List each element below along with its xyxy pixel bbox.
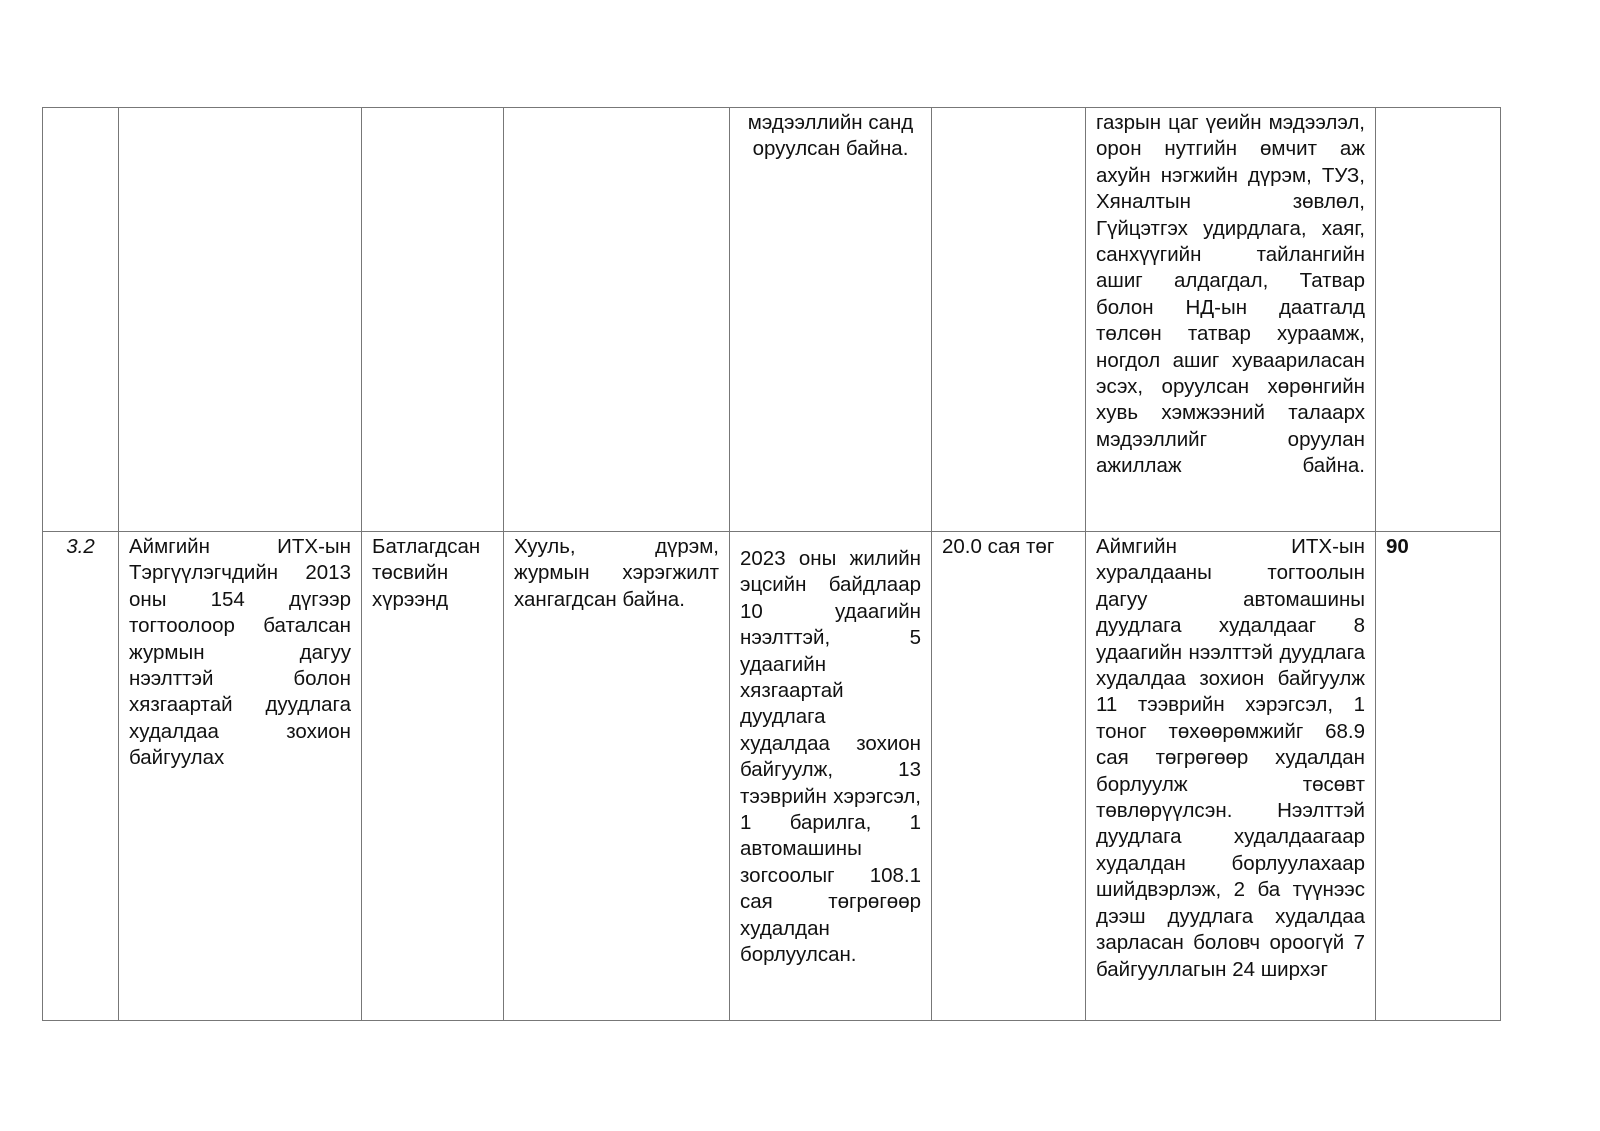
cell-score bbox=[1376, 108, 1501, 532]
table-row-3-2 bbox=[43, 532, 1501, 1021]
cell-criteria: Хууль, дүрэм, журмын хэрэгжилт хангагдсан байна. bbox=[504, 532, 730, 1021]
cell-activity: Аймгийн ИТХ-ын Тэргүүлэгчдийн 2013 оны 154 дүгээр тогтоолоор баталсан журмын дагуу нээлттэй болон хязгаартай дуудлага худалдаа зохион байгуулах bbox=[119, 532, 362, 1021]
cell-number: 3.2 bbox=[43, 532, 119, 1021]
cell-number bbox=[43, 108, 119, 532]
cell-report-text: газрын цаг үеийн мэдээлэл, орон нутгийн өмчит аж ахуйн нэгжийн дүрэм, ТУЗ, Хяналтын зөвлөл, Гүйцэтгэх удирдлага, хаяг, санхүүгийн тайлангийн ашиг алдагдал, Татвар болон НД-ын даатгалд төлсөн татвар хураамж, ногдол ашиг хуваариласан эсэх, оруулсан хөрөнгийн хувь хэмжээний талаарх мэдээллийг оруулан ажиллаж байна. bbox=[1096, 111, 1365, 478]
cell-report bbox=[1086, 108, 1376, 532]
table-row-continuation bbox=[43, 108, 1501, 532]
cell-result: 2023 оны жилийн эцсийн байдлаар 10 удаагийн нээлттэй, 5 удаагийн хязгаартай дуудлага худалдаа зохион байгуулж, 13 тээврийн хэрэгсэл, 1 барилга, 1 автомашины зогсоолыг 108.1 сая төгрөгөөр худалдан борлуулсан. bbox=[730, 532, 932, 1021]
cell-criteria bbox=[504, 108, 730, 532]
cell-amount: 20.0 сая төг bbox=[932, 532, 1086, 1021]
cell-score: 90 bbox=[1376, 532, 1501, 1021]
cell-amount bbox=[932, 108, 1086, 532]
cell-activity bbox=[119, 108, 362, 532]
cell-result: мэдээллийн санд оруулсан байна. bbox=[730, 108, 932, 532]
cell-funding: Батлагдсан төсвийн хүрээнд bbox=[362, 532, 504, 1021]
cell-funding bbox=[362, 108, 504, 532]
cell-report: Аймгийн ИТХ-ын хуралдааны тогтоолын дагуу автомашины дуудлага худалдааг 8 удаагийн нээлттэй дуудлага худалдаа зохион байгуулж 11 тээврийн хэрэгсэл, 1 тоног төхөөрөмжийг 68.9 сая төгрөгөөр худалдан борлуулж төсөвт төвлөрүүлсэн. Нээлттэй дуудлага худалдаагаар худалдан борлуулахаар шийдвэрлэж, 2 ба түүнээс дээш дуудлага худалдаа зарласан боловч ороогүй 7 байгууллагын 24 ширхэг bbox=[1086, 532, 1376, 1021]
report-table bbox=[42, 107, 1501, 1021]
